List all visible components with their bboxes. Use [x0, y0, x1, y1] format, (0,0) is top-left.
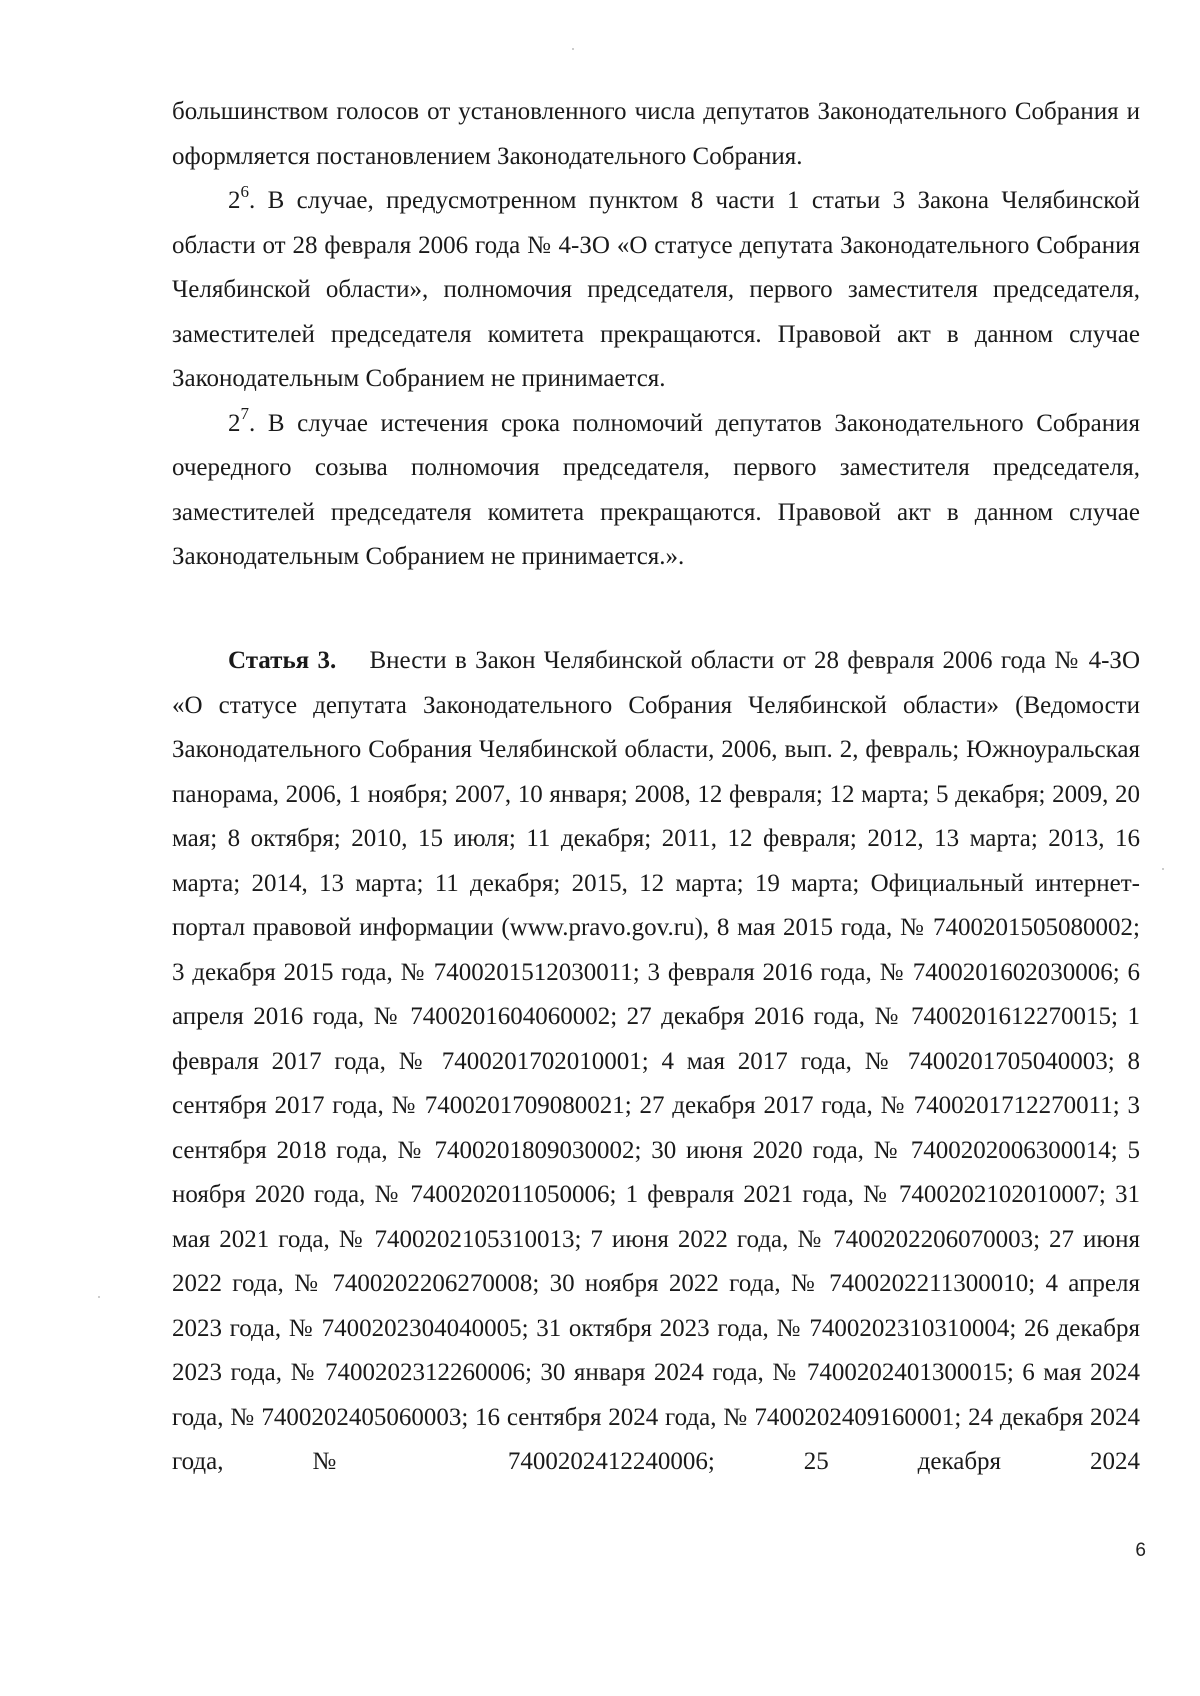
- paragraph-2-6: [172, 179, 1140, 402]
- paragraph-text: . В случае истечения срока полномочий депутатов Законодательного Собрания очередного созыва полномочия председателя, первого заместителя председателя, заместителей председателя комитета прекращаются. Правовой акт в данном случае Законодательным Собранием не принимается.».: [172, 409, 1140, 570]
- paragraph-marker-base: 2: [228, 409, 241, 437]
- paragraph-text: . В случае, предусмотренном пунктом 8 части 1 статьи 3 Закона Челябинской области от 28 февраля 2006 года № 4-ЗО «О статусе депутата Законодательного Собрания Челябинской области», полномочия председателя, первого заместителя председателя, заместителей председателя комитета прекращаются. Правовой акт в данном случае Законодательным Собранием не принимается.: [172, 187, 1140, 392]
- paragraph-marker-superscript: 7: [240, 404, 249, 424]
- article-label: Статья 3.: [228, 647, 337, 674]
- scan-artifact: [98, 1296, 100, 1298]
- document-text-top: [172, 90, 1140, 580]
- article-3-block: [172, 639, 1140, 1485]
- paragraph-continuation: [172, 90, 1140, 179]
- scan-artifact: [1162, 868, 1164, 870]
- article-text: Внести в Закон Челябинской области от 28 февраля 2006 года № 4-ЗО «О статусе депутата Законодательного Собрания Челябинской области» (Ведомости Законодательного Собрания Челябинской области, 2006, вып. 2, февраль; Южноуральская панорама, 2006, 1 ноября; 2007, 10 января; 2008, 12 февраля; 12 марта; 5 декабря; 2009, 20 мая; 8 октября; 2010, 15 июля; 11 декабря; 2011, 12 февраля; 2012, 13 марта; 2013, 16 марта; 2014, 13 марта; 11 декабря; 2015, 12 марта; 19 марта; Официальный интернет-портал правовой информации (www.pravo.gov.ru), 8 мая 2015 года, № 7400201505080002; 3 декабря 2015 года, № 7400201512030011; 3 февраля 2016 года, № 7400201602030006; 6 апреля 2016 года, № 7400201604060002; 27 декабря 2016 года, № 7400201612270015; 1 февраля 2017 года, № 7400201702010001; 4 мая 2017 года, № 7400201705040003; 8 сентября 2017 года, № 7400201709080021; 27 декабря 2017 года, № 7400201712270011; 3 сентября 2018 года, № 7400201809030002; 30 июня 2020 года, № 7400202006300014; 5 ноября 2020 года, № 7400202011050006; 1 февраля 2021 года, № 7400202102010007; 31 мая 2021 года, № 7400202105310013; 7 июня 2022 года, № 7400202206070003; 27 июня 2022 года, № 7400202206270008; 30 ноября 2022 года, № 7400202211300010; 4 апреля 2023 года, № 7400202304040005; 31 октября 2023 года, № 7400202310310004; 26 декабря 2023 года, № 7400202312260006; 30 января 2024 года, № 7400202401300015; 6 мая 2024 года, № 7400202405060003; 16 сентября 2024 года, № 7400202409160001; 24 декабря 2024 года, № 7400202412240006; 25 декабря 2024: [172, 647, 1140, 1475]
- article-3-paragraph: [172, 639, 1140, 1485]
- paragraph-text: большинством голосов от установленного числа депутатов Законодательного Собрания и оформляется постановлением Законодательного Собрания.: [172, 98, 1140, 170]
- page-number: 6: [1135, 1540, 1146, 1561]
- paragraph-marker-superscript: 6: [240, 181, 249, 201]
- scan-artifact: [572, 48, 574, 50]
- paragraph-2-7: [172, 402, 1140, 580]
- paragraph-marker-base: 2: [228, 187, 241, 214]
